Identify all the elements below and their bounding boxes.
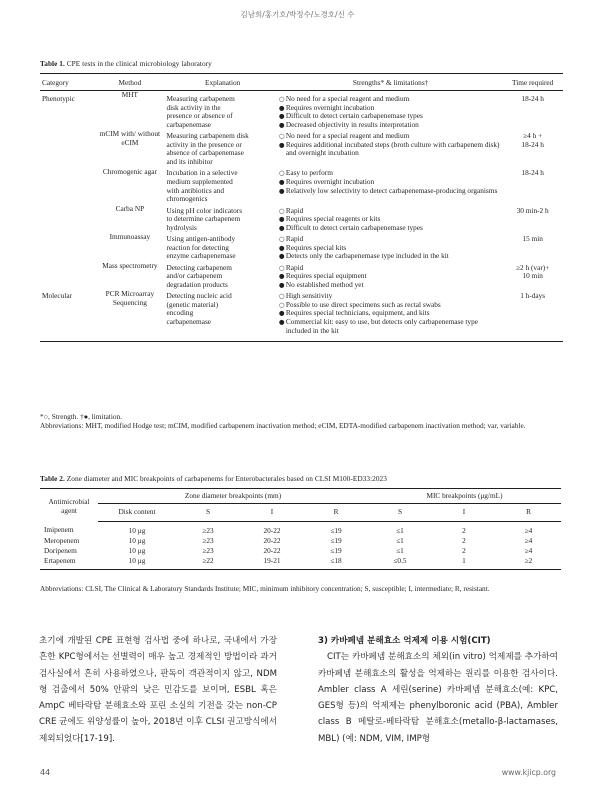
table2-cell-zone-s: ≥23 (202, 535, 214, 545)
item-text: Requires special reagents or kits (285, 214, 381, 224)
table1-cell-method: Chromogenic agar (102, 166, 157, 176)
table2-cell-zone-r: ≤19 (330, 546, 342, 556)
table1-footnote: *○, Strength. †●, limitation. (40, 412, 122, 421)
table1-cell-explanation (166, 130, 278, 167)
table2-subheader-row (40, 503, 561, 521)
item-text: Rapid (285, 262, 304, 272)
table1-explanation-line: absence of carbapenemase (166, 148, 244, 158)
table1-explanation-line: chromogenics (166, 194, 208, 204)
table2-cell-disk-content: 10 μg (128, 525, 146, 535)
limitation-bullet-icon: ● (278, 243, 285, 252)
table2-subheader-mic-r: R (496, 503, 561, 521)
table1-explanation-line: Detecting nucleic acid (166, 291, 232, 301)
table1-explanation-line: enzyme carbapenemase (166, 251, 236, 261)
page-number: 44 (40, 768, 51, 777)
limitation-bullet-icon: ● (278, 252, 285, 261)
table2-header-zone: Zone diameter breakpoints (mm) (98, 489, 368, 504)
table1-explanation-line: medium supplemented (166, 176, 233, 186)
table1-cell-strengths (279, 290, 502, 341)
table2-subheader-disk: Disk content (98, 503, 176, 521)
table2-cell-zone-s: ≥23 (202, 546, 214, 556)
table2-subheader-mic-s: S (368, 503, 432, 521)
strength-limitation-item (279, 281, 502, 290)
table1-cell-category (40, 130, 93, 167)
table1-body (40, 91, 563, 342)
table2-header-mic: MIC breakpoints (μg/mL) (368, 489, 561, 504)
table1-cell-category: Molecular (42, 291, 72, 301)
item-text: Requires special technicians, equipment, and kits (285, 308, 430, 318)
table1-header-category: Category (40, 74, 93, 91)
limitation-bullet-icon: ● (278, 103, 285, 112)
table1-row (40, 290, 563, 341)
table1-cell-strengths (279, 205, 502, 234)
table2-cell-mic-r: ≥4 (524, 525, 533, 535)
strength-bullet-icon: ○ (278, 300, 285, 309)
table2-abbreviations: Abbreviations: CLSI, The Clinical & Laboratory Standards Institute; MIC, minimum inhibitory concentration; S, susceptible; I, intermediate; R, resistant. (40, 584, 490, 593)
body-right-paragraph: CIT는 카바페넴 분해효소의 체외(in vitro) 억제제를 추가하여 카바페넴 분해효소의 활성을 억제하는 원리를 이용한 검사이다. Ambler class A 세린(serine) 카바페넴 분해효소(예: KPC, GES형 등)의 억제제는 phenylboronic acid (PBA), Ambler class B 메탈로-베타락탐 분해효소(metallo-β-lactamases, MBL) (예: NDM, VIM, IMP형 (318, 652, 558, 744)
table2-cell-zone-i: 19-21 (263, 556, 281, 566)
table1-cell-time (502, 130, 563, 167)
body-left-column (39, 633, 277, 747)
table2-subheader-mic-i: I (432, 503, 496, 521)
table2-cell-zone-r: ≤19 (330, 525, 342, 535)
table1-header-strengths: Strengths* & limitations† (279, 74, 502, 91)
table1-cell-category: Phenotypic (42, 94, 75, 103)
table2-cell-zone-s: ≥22 (202, 556, 214, 566)
table1-row (40, 262, 563, 291)
table2-cell-zone-s: ≥23 (202, 525, 214, 535)
table1-time-line: 1 h-days (520, 291, 546, 301)
table1-explanation-line: Using antigen-antibody (166, 234, 236, 244)
table2-cell-mic-s: ≤1 (396, 546, 404, 556)
table2-body (40, 521, 561, 570)
table1-cell-category (40, 168, 93, 205)
table1-time-line: 15 min (522, 234, 543, 244)
table1-explanation-line: Measuring carbapenem disk (166, 131, 249, 141)
table1-cell-time (502, 168, 563, 205)
limitation-bullet-icon: ● (278, 215, 285, 224)
section-heading-cit: 3) 카바페넴 분해효소 억제제 이용 시험(CIT) (318, 636, 491, 646)
table1-cell-method: MHT (121, 90, 138, 99)
table1-cell-time (502, 205, 563, 234)
table1-explanation-line: degradation products (166, 279, 228, 289)
strength-limitation-item (279, 121, 502, 130)
body-right-column (318, 633, 558, 747)
strength-limitation-item (279, 187, 502, 196)
item-text: Requires additional incubated steps (broth culture with carbapenem disk) and overnight incubation (285, 139, 500, 158)
limitation-bullet-icon: ● (278, 112, 285, 121)
limitation-bullet-icon: ● (278, 309, 285, 318)
item-text: No need for a special reagent and medium (285, 94, 410, 103)
table1-cell-category (40, 262, 93, 291)
table1-cell-explanation (166, 168, 278, 205)
item-text: Detects only the carbapenemase type included in the kit (285, 251, 449, 261)
item-text: Requires special kits (285, 242, 347, 252)
table2-cell-disk-content: 10 μg (128, 556, 146, 566)
table1-header-method: Method (93, 74, 166, 91)
table2-cell-mic-i: 2 (462, 546, 466, 556)
table1-caption (40, 59, 212, 68)
table1-cell-time (502, 262, 563, 291)
item-text: Rapid (285, 205, 304, 215)
limitation-bullet-icon: ● (278, 318, 285, 327)
table1-cell-time (502, 290, 563, 341)
table1-abbreviations: Abbreviations: MHT, modified Hodge test; mCIM, modified carbapenem inactivation method; eCIM, EDTA-modified carbapenem inactivation method; var, variable. (40, 421, 526, 431)
table1-cell-method: PCR Microarray Sequencing (105, 289, 155, 308)
table2-cell-agent: Ertapenem (44, 556, 76, 566)
item-text: High sensitivity (285, 291, 333, 301)
table1-row (40, 168, 563, 205)
item-text: Commercial kit: easy to use, but detects only carbapenemase type included in the kit (285, 317, 478, 335)
strength-bullet-icon: ○ (278, 235, 285, 244)
table1-time-line: 18-24 h (521, 94, 544, 103)
table1-header-row (40, 74, 563, 91)
item-text: Relatively low selectivity to detect carbapenemase-producing organisms (285, 185, 498, 195)
table1-explanation-line: carbapenemase (166, 317, 212, 327)
table1-cell-strengths (279, 130, 502, 167)
table1-header-explanation: Explanation (166, 74, 278, 91)
table2-cell-mic-s: ≤0.5 (393, 556, 407, 566)
table1-row (40, 130, 563, 167)
strength-bullet-icon: ○ (278, 263, 285, 272)
limitation-bullet-icon: ● (278, 140, 285, 149)
table1-explanation-line: hydrolysis (166, 222, 197, 232)
table1-explanation-line: and its inhibitor (166, 156, 213, 166)
table2-cell-zone-i: 20-22 (263, 525, 281, 535)
table1-cell-time (502, 91, 563, 131)
table1-row (40, 205, 563, 234)
table1-time-line: 18-24 h (521, 139, 544, 149)
table1-cell-method: Immunoassay (109, 232, 151, 242)
table1-cell-strengths (279, 233, 502, 262)
strength-bullet-icon: ○ (278, 95, 285, 103)
item-text: Easy to perform (285, 168, 333, 178)
table1-cell-explanation (166, 91, 278, 131)
limitation-bullet-icon: ● (278, 223, 285, 232)
table1-caption-text: CPE tests in the clinical microbiology laboratory (64, 59, 212, 68)
item-text: Decreased objectivity in results interpretation (285, 119, 419, 129)
table2-cell-disk-content: 10 μg (128, 535, 146, 545)
table2-caption (40, 474, 387, 483)
table1-cell-strengths (279, 262, 502, 291)
strength-bullet-icon: ○ (278, 169, 285, 178)
table2-row (40, 535, 561, 545)
body-left-paragraph: 초기에 개발된 CPE 표현형 검사법 중에 하나로, 국내에서 가장 흔한 KPC형에서는 선별력이 매우 높고 경제적인 방법이라 과거 검사실에서 흔히 사용하였으나, 판독이 객관적이지 않고, NDM형 검출에서 50% 안팎의 낮은 민감도를 보이며, ESBL 혹은 AmpC 베타락탐 분해효소와 포린 소실의 기전을 갖는 non-CP CRE 균에도 위양성률이 높아, 2018년 이후 CLSI 권고방식에서 제외되었다[17-19]. (39, 636, 277, 744)
strength-limitation-item (279, 318, 502, 335)
table1-cell-explanation (166, 290, 278, 341)
table2-cell-mic-r: ≥2 (524, 556, 533, 566)
table2-cell-agent: Doripenem (44, 546, 77, 556)
table2-subheader-zone-s: S (176, 503, 240, 521)
table1-cell-explanation (166, 262, 278, 291)
table2-cell-agent: Imipenem (44, 525, 74, 535)
limitation-bullet-icon: ● (278, 280, 285, 289)
table1-explanation-line: with antibiotics and (166, 185, 225, 195)
table2 (40, 488, 561, 570)
limitation-bullet-icon: ● (278, 186, 285, 195)
strength-bullet-icon: ○ (278, 292, 285, 301)
item-text: Requires overnight incubation (285, 102, 375, 112)
table2-header-group-row (40, 489, 561, 504)
table2-cell-mic-s: ≤1 (396, 525, 404, 535)
table2-subheader-zone-i: I (240, 503, 304, 521)
table2-cell-mic-i: 2 (462, 535, 466, 545)
strength-limitation-item (279, 141, 502, 158)
table1-explanation-line: disk activity in the (166, 102, 221, 112)
table1-cell-strengths (279, 168, 502, 205)
strength-bullet-icon: ○ (278, 206, 285, 215)
table2-row (40, 521, 561, 535)
table1-explanation-line: Using pH color indicators (166, 205, 243, 215)
table2-cell-mic-r: ≥4 (524, 546, 533, 556)
table1-cell-method: Carba NP (115, 203, 145, 213)
table1-explanation-line: activity in the presence or (166, 139, 242, 149)
table1-time-line: ≥2 h (var)+ (516, 262, 550, 272)
table1-header-time: Time required (502, 74, 563, 91)
table1-time-line: ≥4 h + (523, 131, 543, 141)
table2-cell-mic-i: 1 (462, 556, 466, 566)
table1-time-line: 30 min-2 h (516, 205, 549, 215)
strength-bullet-icon: ○ (278, 132, 285, 141)
table1-row (40, 233, 563, 262)
table1-cell-strengths (279, 91, 502, 131)
table1-cell-method: Mass spectrometry (102, 260, 158, 270)
table1-explanation-line: reaction for detecting (166, 242, 229, 252)
table1-cell-category (40, 233, 93, 262)
table2-cell-zone-r: ≤19 (330, 535, 342, 545)
item-text: Requires overnight incubation (285, 176, 375, 186)
table1-explanation-line: carbapenemase (166, 119, 212, 129)
table1-time-line: 18-24 h (521, 168, 544, 178)
table1-explanation-line: to determine carbapenem (166, 214, 241, 224)
limitation-bullet-icon: ● (278, 272, 285, 281)
table2-cell-agent: Meropenem (44, 535, 80, 545)
item-text: No established method yet (285, 279, 364, 289)
table1-notes (40, 412, 560, 430)
table1-explanation-line: Incubation in a selective (166, 168, 238, 178)
table2-cell-zone-i: 20-22 (263, 535, 281, 545)
table2-row (40, 546, 561, 556)
running-head: 김남희/홍기호/박정수/노경호/신 수 (240, 10, 355, 19)
table2-cell-zone-i: 20-22 (263, 546, 281, 556)
item-text: Difficult to detect certain carbapenemase types (285, 111, 423, 121)
table2-cell-zone-r: ≤18 (330, 556, 342, 566)
table1-explanation-line: (genetic material) (166, 299, 219, 309)
table1-row (40, 91, 563, 131)
table2-cell-disk-content: 10 μg (128, 546, 146, 556)
table1-cell-explanation (166, 233, 278, 262)
table2-caption-text: Zone diameter and MIC breakpoints of carbapenems for Enterobacterales based on CLSI M100-ED33:2023 (64, 474, 387, 483)
item-text: Requires special equipment (285, 271, 367, 281)
strength-limitation-item (279, 252, 502, 261)
table2-row (40, 556, 561, 570)
table2-caption-label: Table 2. (40, 474, 65, 483)
table2-cell-mic-s: ≤1 (396, 535, 404, 545)
table1-cell-category (40, 205, 93, 234)
table1-cell-explanation (166, 205, 278, 234)
item-text: Difficult to detect certain carbapenemase types (285, 222, 423, 232)
strength-limitation-item (279, 224, 502, 233)
item-text: Possible to use direct specimens such as rectal swabs (285, 299, 441, 309)
table1-time-line: 10 min (522, 271, 543, 281)
table1-cell-time (502, 233, 563, 262)
table2-cell-mic-i: 2 (462, 525, 466, 535)
table1-explanation-line: Detecting carbapenem (166, 262, 232, 272)
table2-header-agent: Antimicrobial agent (48, 496, 90, 515)
table2-subheader-zone-r: R (304, 503, 368, 521)
limitation-bullet-icon: ● (278, 120, 285, 129)
item-text: No need for a special reagent and medium (285, 131, 410, 141)
table1-cell-method: mCIM with/ without eCIM (99, 129, 161, 147)
table1 (40, 73, 563, 342)
table2-cell-mic-r: ≥4 (524, 535, 533, 545)
item-text: Rapid (285, 234, 304, 244)
table1-explanation-line: Measuring carbapenem (166, 94, 235, 103)
table1-explanation-line: presence or absence of (166, 111, 233, 121)
table1-caption-label: Table 1. (40, 59, 65, 68)
table1-explanation-line: and/or carbapenem (166, 271, 223, 281)
table1-explanation-line: encoding (166, 308, 194, 318)
journal-url: www.kjicp.org (501, 768, 556, 777)
limitation-bullet-icon: ● (278, 177, 285, 186)
